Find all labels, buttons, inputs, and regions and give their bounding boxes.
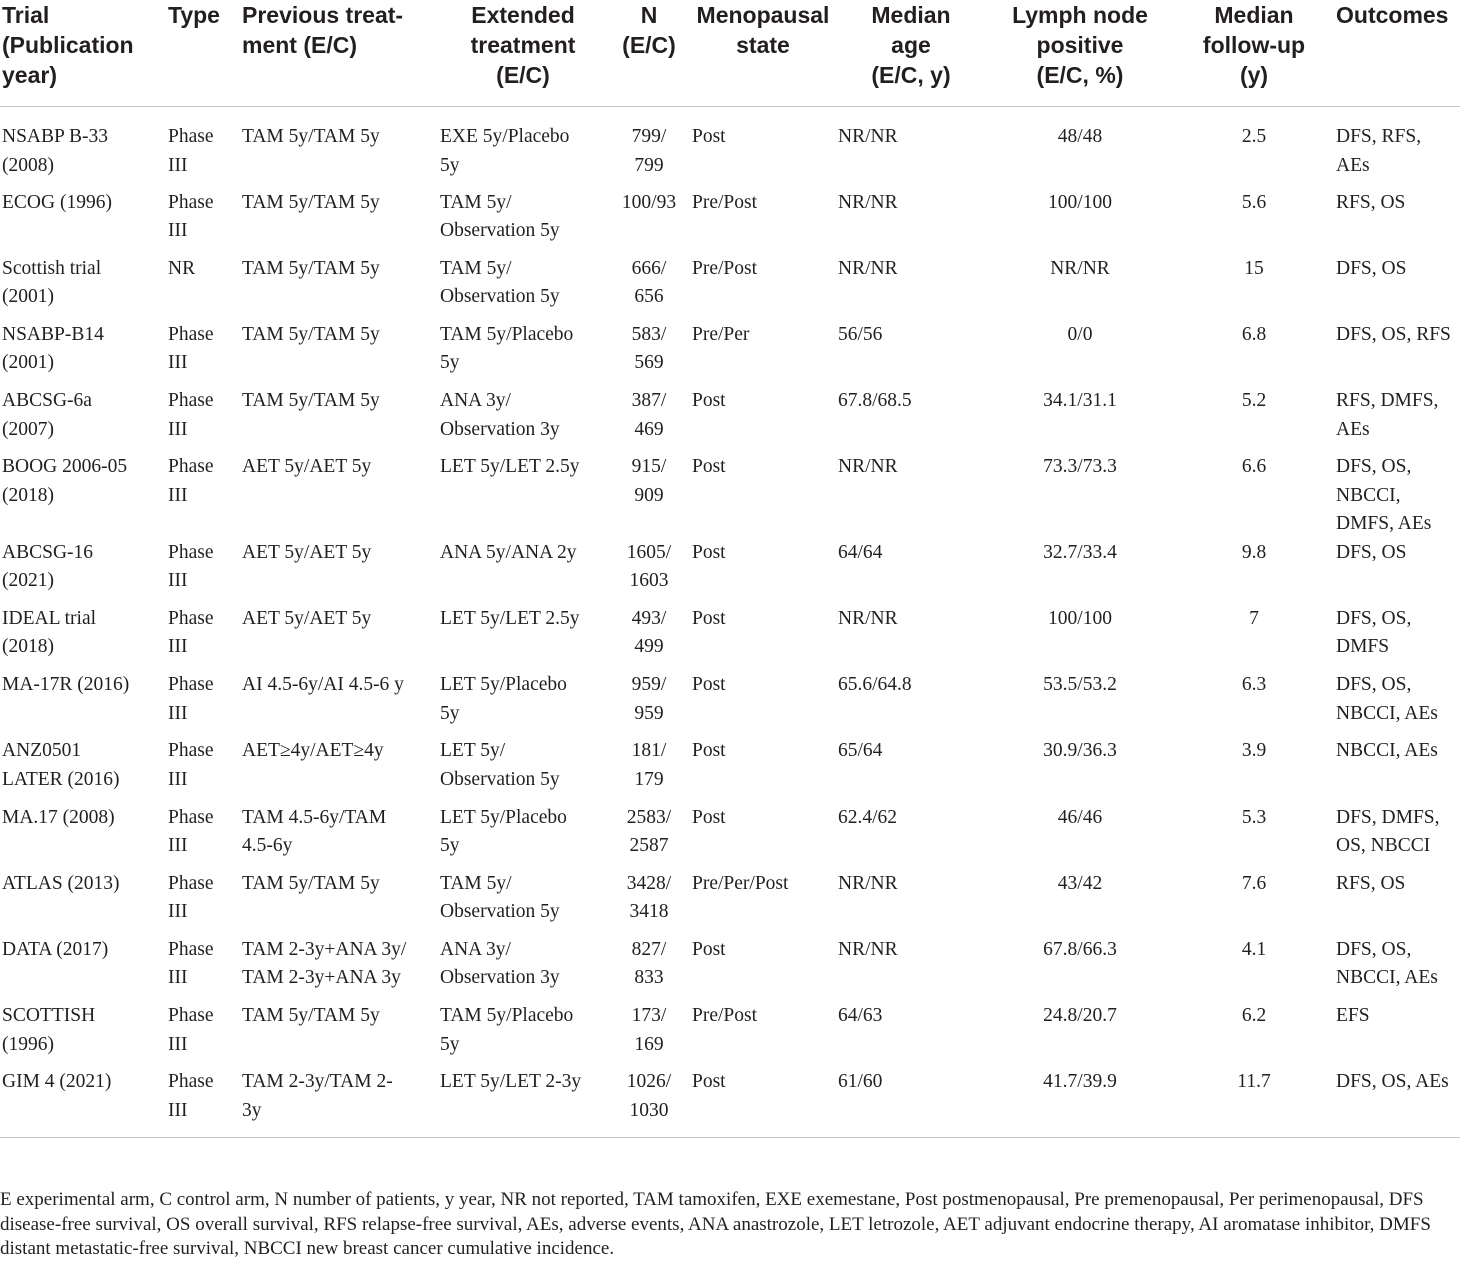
cell-median-follow-up: 3.9: [1241, 740, 1267, 762]
cell-n: 827/ 833: [631, 938, 667, 989]
cell-lymph-node-positive: 48/48: [1057, 126, 1103, 147]
cell-median-age: NR/NR: [838, 938, 898, 960]
cell-previous-treatment: TAM 2-3y+ANA 3y/ TAM 2-3y+ANA 3y: [242, 938, 407, 989]
cell-previous-treatment: AET≥4y/AET≥4y: [242, 740, 384, 762]
table-row: [0, 255, 1460, 321]
cell-outcomes: RFS, DMFS, AEs: [1336, 390, 1439, 440]
cell-lymph-node-positive: 73.3/73.3: [1043, 456, 1117, 478]
cell-median-age: 67.8/68.5: [838, 390, 912, 412]
header-menopausal-state: Menopausal state: [696, 2, 830, 58]
cell-n: 2583/ 2587: [626, 806, 672, 856]
cell-previous-treatment: TAM 5y/TAM 5y: [242, 1005, 380, 1027]
cell-extended-treatment: ANA 3y/ Observation 3y: [440, 938, 560, 989]
header-extended-treatment: Extended treatment (E/C): [470, 2, 576, 88]
cell-n: 173/ 169: [631, 1005, 667, 1055]
table-body: [0, 107, 1460, 1138]
cell-median-age: NR/NR: [838, 456, 898, 478]
cell-median-age: 56/56: [838, 323, 883, 345]
header-previous-treatment: Previous treat- ment (E/C): [242, 2, 404, 58]
cell-type: Phase III: [168, 1071, 214, 1121]
cell-previous-treatment: AI 4.5-6y/AI 4.5-6 y: [242, 674, 404, 696]
cell-type: Phase III: [168, 126, 214, 176]
cell-trial: ABCSG-16 (2021): [2, 541, 94, 592]
cell-outcomes: DFS, DMFS, OS, NBCCI: [1336, 806, 1440, 856]
header-median-follow-up: Median follow-up (y): [1202, 2, 1306, 88]
cell-trial: MA-17R (2016): [2, 674, 130, 696]
cell-median-follow-up: 6.8: [1241, 323, 1267, 345]
cell-median-age: NR/NR: [838, 126, 898, 147]
cell-lymph-node-positive: NR/NR: [1050, 257, 1110, 279]
cell-lymph-node-positive: 43/42: [1057, 872, 1103, 894]
cell-menopausal-state: Pre/Post: [692, 257, 758, 279]
cell-trial: ECOG (1996): [2, 191, 112, 213]
cell-lymph-node-positive: 34.1/31.1: [1043, 390, 1117, 412]
cell-lymph-node-positive: 53.5/53.2: [1043, 674, 1117, 696]
cell-lymph-node-positive: 30.9/36.3: [1043, 740, 1117, 762]
cell-extended-treatment: TAM 5y/ Observation 5y: [440, 257, 560, 308]
cell-extended-treatment: TAM 5y/Placebo 5y: [440, 1005, 574, 1055]
table-row: [0, 737, 1460, 803]
cell-outcomes: DFS, OS, DMFS: [1336, 607, 1412, 658]
cell-lymph-node-positive: 100/100: [1048, 607, 1112, 629]
table-footnote: E experimental arm, C control arm, N number of patients, y year, NR not reported, TAM tamoxifen, EXE exemestane, Post postmenopausal, Pre premenopausal, Per perimenopausal, DFS disease-free survival, OS overall survival, RFS relapse-free survival, AEs, adverse events, ANA anastrozole, LET letrozole, AET adjuvant endocrine therapy, AI aromatase inhibitor, DMFS distant metastatic-free survival, NBCCI new breast cancer cumulative incidence.: [0, 1189, 1431, 1259]
cell-median-age: NR/NR: [838, 607, 898, 629]
cell-extended-treatment: ANA 5y/ANA 2y: [440, 541, 577, 563]
cell-median-age: 64/63: [838, 1005, 883, 1027]
cell-trial: NSABP B-33 (2008): [2, 126, 109, 176]
header-n: N (E/C): [622, 2, 676, 58]
table-row: [0, 1002, 1460, 1068]
cell-outcomes: EFS: [1336, 1005, 1370, 1027]
cell-extended-treatment: EXE 5y/Placebo 5y: [440, 126, 570, 176]
cell-median-follow-up: 15: [1244, 257, 1264, 279]
cell-trial: IDEAL trial (2018): [2, 607, 97, 658]
header-median-age: Median age (E/C, y): [871, 2, 951, 88]
cell-median-follow-up: 5.3: [1241, 806, 1267, 828]
cell-median-age: NR/NR: [838, 872, 898, 894]
cell-type: Phase III: [168, 541, 214, 592]
cell-lymph-node-positive: 32.7/33.4: [1043, 541, 1117, 563]
cell-previous-treatment: TAM 5y/TAM 5y: [242, 126, 380, 147]
cell-median-follow-up: 4.1: [1241, 938, 1267, 960]
cell-menopausal-state: Post: [692, 456, 726, 478]
table-row: [0, 539, 1460, 605]
cell-menopausal-state: Post: [692, 126, 726, 147]
cell-type: Phase III: [168, 390, 214, 440]
cell-lymph-node-positive: 46/46: [1057, 806, 1103, 828]
cell-n: 666/ 656: [631, 257, 667, 308]
table-row: [0, 1068, 1460, 1138]
cell-previous-treatment: AET 5y/AET 5y: [242, 541, 372, 563]
cell-extended-treatment: ANA 3y/ Observation 3y: [440, 390, 560, 440]
table-row: [0, 804, 1460, 870]
cell-outcomes: DFS, RFS, AEs: [1336, 126, 1422, 176]
cell-type: Phase III: [168, 674, 214, 724]
cell-median-age: NR/NR: [838, 257, 898, 279]
cell-n: 387/ 469: [631, 390, 667, 440]
cell-trial: SCOTTISH (1996): [2, 1005, 96, 1055]
cell-type: Phase III: [168, 1005, 214, 1055]
cell-extended-treatment: LET 5y/ Observation 5y: [440, 740, 560, 790]
cell-lymph-node-positive: 41.7/39.9: [1043, 1071, 1117, 1093]
table-row: [0, 870, 1460, 936]
cell-extended-treatment: TAM 5y/ Observation 5y: [440, 191, 560, 241]
cell-median-follow-up: 5.2: [1241, 390, 1267, 412]
cell-type: Phase III: [168, 607, 214, 658]
cell-outcomes: DFS, OS, NBCCI, AEs: [1336, 674, 1438, 724]
cell-n: 1605/ 1603: [626, 541, 672, 592]
table-row: [0, 605, 1460, 671]
cell-menopausal-state: Post: [692, 541, 726, 563]
cell-type: Phase III: [168, 191, 214, 241]
cell-previous-treatment: TAM 4.5-6y/TAM 4.5-6y: [242, 806, 387, 856]
cell-outcomes: DFS, OS, NBCCI, AEs: [1336, 938, 1438, 989]
cell-type: Phase III: [168, 456, 214, 506]
cell-type: NR: [168, 257, 196, 279]
cell-previous-treatment: TAM 2-3y/TAM 2- 3y: [242, 1071, 393, 1121]
header-trial: Trial (Publication year): [2, 2, 134, 88]
cell-extended-treatment: LET 5y/LET 2-3y: [440, 1071, 582, 1093]
cell-trial: Scottish trial (2001): [2, 257, 102, 308]
cell-trial: NSABP-B14 (2001): [2, 323, 104, 374]
cell-n: 493/ 499: [631, 607, 667, 658]
cell-n: 3428/ 3418: [626, 872, 672, 923]
cell-menopausal-state: Pre/Per/Post: [692, 872, 789, 894]
cell-trial: ABCSG-6a (2007): [2, 390, 92, 440]
cell-trial: GIM 4 (2021): [2, 1071, 112, 1093]
cell-n: 1026/ 1030: [626, 1071, 672, 1121]
cell-menopausal-state: Pre/Per: [692, 323, 750, 345]
cell-previous-treatment: TAM 5y/TAM 5y: [242, 390, 380, 412]
cell-n: 799/ 799: [631, 126, 667, 176]
cell-outcomes: DFS, OS, NBCCI, DMFS, AEs: [1336, 456, 1432, 535]
table-row: [0, 189, 1460, 255]
table-row: [0, 107, 1460, 189]
cell-median-follow-up: 2.5: [1241, 126, 1267, 147]
cell-type: Phase III: [168, 872, 214, 923]
table-header: [0, 0, 1460, 107]
table-row: [0, 387, 1460, 453]
cell-previous-treatment: TAM 5y/TAM 5y: [242, 191, 380, 213]
cell-lymph-node-positive: 0/0: [1067, 323, 1093, 345]
cell-trial: MA.17 (2008): [2, 806, 115, 828]
cell-outcomes: DFS, OS, AEs: [1336, 1071, 1449, 1093]
header-type: Type: [168, 2, 220, 28]
cell-median-age: NR/NR: [838, 191, 898, 213]
header-outcomes: Outcomes: [1336, 2, 1449, 28]
table-row: [0, 671, 1460, 737]
cell-type: Phase III: [168, 806, 214, 856]
cell-median-age: 65/64: [838, 740, 883, 762]
cell-median-age: 65.6/64.8: [838, 674, 912, 696]
cell-trial: DATA (2017): [2, 938, 109, 960]
cell-extended-treatment: TAM 5y/ Observation 5y: [440, 872, 560, 923]
cell-median-follow-up: 7: [1249, 607, 1259, 629]
cell-median-follow-up: 9.8: [1241, 541, 1267, 563]
cell-median-follow-up: 6.6: [1241, 456, 1267, 478]
cell-trial: ATLAS (2013): [2, 872, 120, 894]
cell-previous-treatment: AET 5y/AET 5y: [242, 456, 372, 478]
table-row: [0, 321, 1460, 387]
cell-menopausal-state: Pre/Post: [692, 191, 758, 213]
cell-outcomes: RFS, OS: [1336, 872, 1406, 894]
cell-previous-treatment: AET 5y/AET 5y: [242, 607, 372, 629]
cell-trial: ANZ0501 LATER (2016): [2, 740, 120, 790]
cell-median-follow-up: 11.7: [1237, 1071, 1271, 1093]
cell-median-follow-up: 5.6: [1241, 191, 1267, 213]
cell-outcomes: DFS, OS: [1336, 257, 1407, 279]
cell-extended-treatment: LET 5y/LET 2.5y: [440, 607, 580, 629]
header-lymph-node-positive: Lymph node positive (E/C, %): [1012, 2, 1148, 88]
cell-menopausal-state: Post: [692, 740, 726, 762]
cell-lymph-node-positive: 100/100: [1048, 191, 1112, 213]
cell-menopausal-state: Post: [692, 674, 726, 696]
cell-menopausal-state: Post: [692, 390, 726, 412]
table-row: [0, 453, 1460, 539]
cell-outcomes: RFS, OS: [1336, 191, 1406, 213]
cell-n: 181/ 179: [631, 740, 667, 790]
cell-lymph-node-positive: 24.8/20.7: [1043, 1005, 1117, 1027]
cell-menopausal-state: Post: [692, 938, 726, 960]
cell-previous-treatment: TAM 5y/TAM 5y: [242, 323, 380, 345]
cell-outcomes: DFS, OS, RFS: [1336, 323, 1451, 345]
cell-n: 959/ 959: [631, 674, 667, 724]
cell-n: 915/ 909: [631, 456, 667, 506]
cell-median-follow-up: 6.3: [1241, 674, 1267, 696]
cell-menopausal-state: Post: [692, 806, 726, 828]
cell-outcomes: NBCCI, AEs: [1336, 740, 1438, 762]
cell-n: 583/ 569: [631, 323, 667, 374]
cell-extended-treatment: LET 5y/Placebo 5y: [440, 674, 567, 724]
cell-previous-treatment: TAM 5y/TAM 5y: [242, 257, 380, 279]
cell-type: Phase III: [168, 740, 214, 790]
cell-type: Phase III: [168, 323, 214, 374]
table-row: [0, 936, 1460, 1002]
cell-median-follow-up: 7.6: [1241, 872, 1267, 894]
cell-extended-treatment: LET 5y/Placebo 5y: [440, 806, 567, 856]
cell-n: 100/93: [621, 191, 677, 213]
cell-previous-treatment: TAM 5y/TAM 5y: [242, 872, 380, 894]
cell-menopausal-state: Post: [692, 607, 726, 629]
cell-extended-treatment: LET 5y/LET 2.5y: [440, 456, 580, 478]
cell-menopausal-state: Pre/Post: [692, 1005, 758, 1027]
cell-median-follow-up: 6.2: [1241, 1005, 1267, 1027]
cell-type: Phase III: [168, 938, 214, 989]
cell-median-age: 62.4/62: [838, 806, 898, 828]
cell-extended-treatment: TAM 5y/Placebo 5y: [440, 323, 574, 374]
cell-median-age: 61/60: [838, 1071, 883, 1093]
cell-outcomes: DFS, OS: [1336, 541, 1407, 563]
cell-trial: BOOG 2006-05 (2018): [2, 456, 128, 506]
header-row: [0, 0, 1460, 107]
cell-median-age: 64/64: [838, 541, 883, 563]
cell-lymph-node-positive: 67.8/66.3: [1043, 938, 1117, 960]
cell-menopausal-state: Post: [692, 1071, 726, 1093]
